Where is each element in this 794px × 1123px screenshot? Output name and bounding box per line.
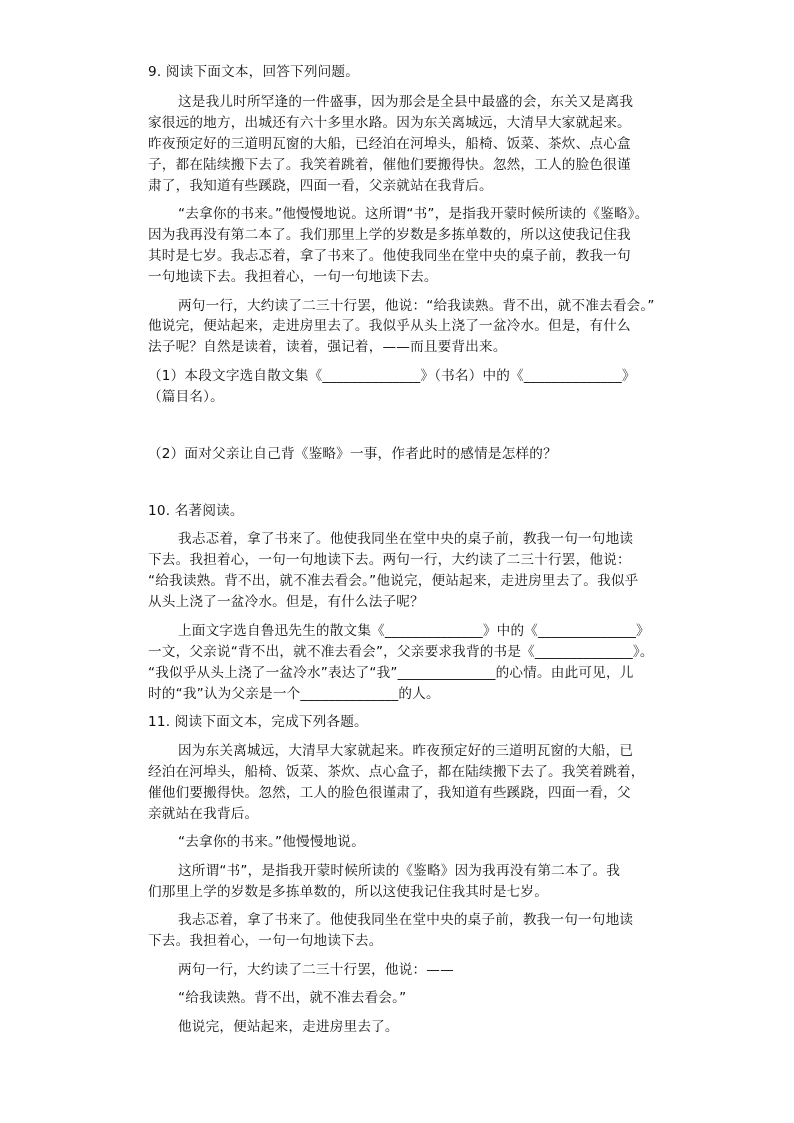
q10-question-line: 时的“我”认为父亲是一个______________的人。 (148, 686, 440, 702)
q9-paragraph-1-line: 肃了，我知道有些蹊跷，四面一看，父亲就站在我背后。 (148, 178, 493, 194)
q10-passage-line: 从头上浇了一盆冷水。但是，有什么法子呢？ (148, 594, 424, 610)
q11-paragraph-1-line: 经泊在河埠头，船椅、饭菜、茶炊、点心盒子，都在陆续搬下去了。我笑着跳着， (148, 764, 645, 780)
q11-paragraph-2-line: “去拿你的书来。”他慢慢地说。 (178, 834, 366, 850)
q9-paragraph-3-line: 他说完，便站起来，走进房里去了。我似乎从头上浇了一盆冷水。但是，有什么 (148, 318, 631, 334)
q9-paragraph-1-line: 家很远的地方，出城还有六十多里水路。因为东关离城远，大清早大家就起来。 (148, 115, 631, 131)
q11-paragraph-1-line: 催他们要搬得快。忽然，工人的脸色很谨肃了，我知道有些蹊跷，四面一看，父 (148, 785, 631, 801)
question-10-title: 10. 名著阅读。 (148, 503, 244, 519)
q11-paragraph-3-line: 这所谓“书”，是指我开蒙时候所读的《鉴略》因为我再没有第二本了。我 (178, 863, 621, 879)
q11-paragraph-4-line: 我忐忑着，拿了书来了。他使我同坐在堂中央的桌子前，教我一句一句地读 (178, 912, 634, 928)
question-11-title: 11. 阅读下面文本，完成下列各题。 (148, 714, 368, 730)
q11-paragraph-1-line: 因为东关离城远，大清早大家就起来。昨夜预定好的三道明瓦窗的大船，已 (178, 743, 634, 759)
q11-paragraph-5-line: 两句一行，大约读了二三十行罢，他说：—— (178, 962, 454, 978)
q9-paragraph-3-line: 两句一行，大约读了二三十行罢，他说：“给我读熟。背不出，就不准去看会。” (178, 298, 655, 314)
q10-passage-line: “给我读熟。背不出，就不准去看会。”他说完，便站起来，走进房里去了。我似乎 (148, 573, 639, 589)
q11-paragraph-1-line: 亲就站在我背后。 (148, 806, 259, 822)
q11-paragraph-6-line: “给我读熟。背不出，就不准去看会。” (178, 990, 407, 1006)
q11-paragraph-7-line: 他说完，便站起来，走进房里去了。 (178, 1019, 399, 1035)
q9-paragraph-1-line: 子，都在陆续搬下去了。我笑着跳着，催他们要搬得快。忽然，工人的脸色很谨 (148, 157, 631, 173)
q10-passage-line: 我忐忑着，拿了书来了。他使我同坐在堂中央的桌子前，教我一句一句地读 (178, 531, 634, 547)
q11-paragraph-4-line: 下去。我担着心，一句一句地读下去。 (148, 933, 383, 949)
q9-paragraph-2-line: “去拿你的书来。”他慢慢地说。这所谓“书”，是指我开蒙时候所读的《鉴略》。 (178, 206, 649, 222)
q9-paragraph-1-line: 昨夜预定好的三道明瓦窗的大船，已经泊在河埠头，船椅、饭菜、茶炊、点心盒 (148, 136, 631, 152)
q9-subquestion-2: （2）面对父亲让自己背《鉴略》一事，作者此时的感情是怎样的？ (148, 446, 557, 462)
q10-passage-line: 下去。我担着心，一句一句地读下去。两句一行，大约读了二三十行罢，他说： (148, 552, 631, 568)
q9-paragraph-1-line: 这是我儿时所罕逢的一件盛事，因为那会是全县中最盛的会，东关又是离我 (178, 94, 634, 110)
q9-subquestion-1-line: （1）本段文字选自散文集《______________》（书名）中的《______________》 (148, 368, 636, 384)
q9-subquestion-1-line: （篇目名）。 (148, 389, 224, 405)
q10-question-line: “我似乎从头上浇了一盆冷水”表达了“我”______________的心情。由此可见，儿 (148, 665, 634, 681)
q9-paragraph-3-line: 法子呢？自然是读着，读着，强记着，——而且要背出来。 (148, 339, 507, 355)
question-9-title: 9. 阅读下面文本，回答下列问题。 (148, 64, 360, 80)
q11-paragraph-3-line: 们那里上学的岁数是多拣单数的，所以这使我记住我其时是七岁。 (148, 884, 549, 900)
q10-question-line: 一文，父亲说“背不出，就不准去看会”，父亲要求我背的书是《______________》。 (148, 644, 654, 660)
q10-question-line: 上面文字选自鲁迅先生的散文集《______________》中的《______________》 (178, 623, 650, 639)
q9-paragraph-2-line: 因为我再没有第二本了。我们那里上学的岁数是多拣单数的，所以这使我记住我 (148, 227, 631, 243)
q9-paragraph-2-line: 其时是七岁。我忐忑着，拿了书来了。他使我同坐在堂中央的桌子前，教我一句 (148, 248, 631, 264)
q9-paragraph-2-line: 一句地读下去。我担着心，一句一句地读下去。 (148, 269, 438, 285)
